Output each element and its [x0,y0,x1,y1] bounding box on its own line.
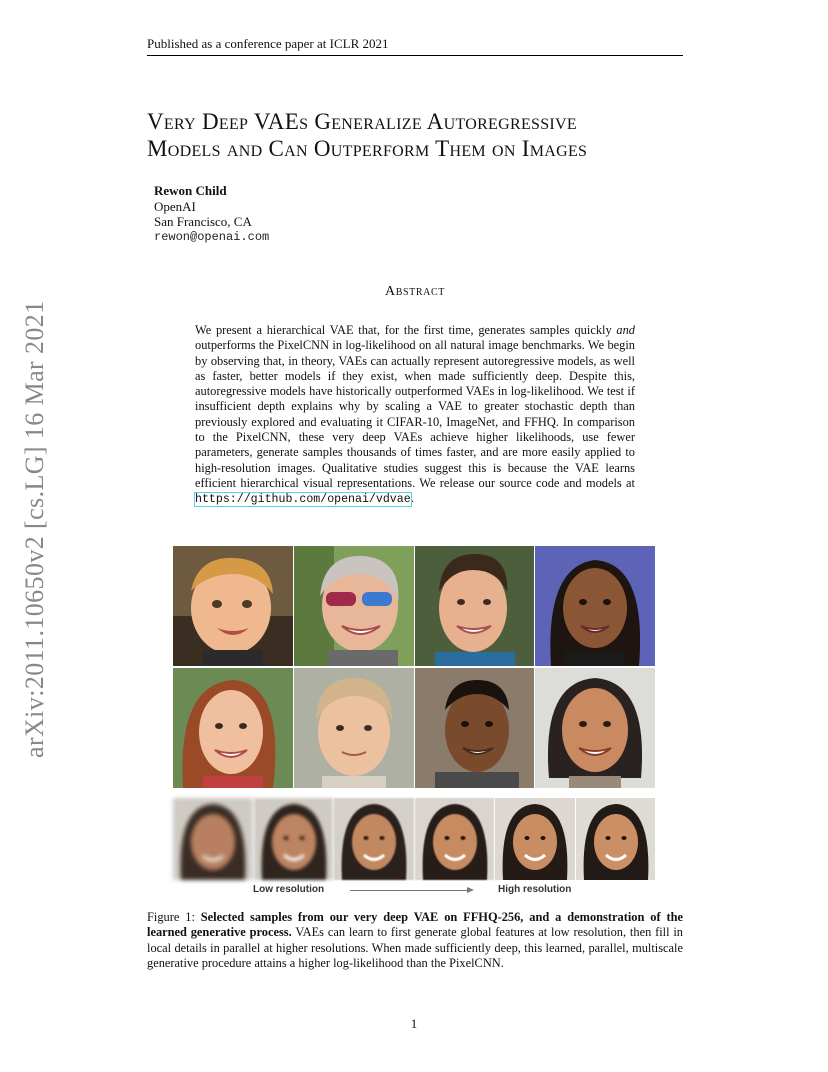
author-name: Rewon Child [154,183,227,198]
resolution-arrow-icon [350,890,472,891]
strip-step-6 [576,798,656,880]
sample-grid [173,546,655,788]
paper-title [147,108,707,162]
resolution-strip [173,798,655,880]
sample-face-3 [415,546,535,667]
sample-face-8 [535,668,655,789]
title-line-1: Very Deep VAEs Generalize Autoregressive [147,109,577,134]
author-email: rewon@openai.com [154,229,270,244]
abstract-text-1: We present a hierarchical VAE that, for the first time, generates samples quickly [195,323,617,337]
strip-step-4 [415,798,495,880]
page-number: 1 [410,1016,418,1031]
running-head: Published as a conference paper at ICLR 2021 [147,36,683,56]
abstract-end: . [410,491,414,506]
caption-prefix: Figure 1: [147,910,201,924]
strip-step-5 [495,798,575,880]
resolution-axis [173,884,655,898]
strip-step-2 [254,798,334,880]
sample-face-7 [415,668,535,789]
author-affiliation: OpenAI [154,198,196,214]
high-resolution-label: High resolution [498,884,572,895]
arxiv-stamp: arXiv:2011.10650v2 [cs.LG] 16 Mar 2021 [20,300,49,758]
sample-face-5 [173,668,293,789]
author-location: San Francisco, CA [154,214,252,229]
title-line-2: Models and Can Outperform Them on Images [147,136,588,161]
sample-face-2 [294,546,414,667]
sample-face-6 [294,668,414,789]
code-link[interactable]: https://github.com/openai/vdvae [195,493,411,507]
author-block [154,183,269,245]
abstract-emphasis: and [616,323,635,337]
abstract-text-2: outperforms the PixelCNN in log-likelihood on all natural image benchmarks. We begin by observing that, in theory, VAEs can actually represent autoregressive models, as well as faster, better models if they exist, when made sufficiently deep. Despite this, autoregressive models have historically outperformed VAEs in log-likelihood. We test if insufficient depth explains why by scaling a VAE to greater stochastic depth than previously explored and evaluating it CIFAR-10, ImageNet, and FFHQ. In comparison to the PixelCNN, these very deep VAEs achieve higher likelihoods, use fewer parameters, generate samples thousands of times faster, and are more easily applied to high-resolution images. Qualitative studies suggest this is because the VAE learns efficient hierarchical visual representations. We release our source code and models at [195,338,635,490]
caption-bold: Selected samples from our very deep VAE on FFHQ-256, and a demonstration of the learned generative process. [147,910,683,940]
sample-face-4 [535,546,655,667]
abstract-body [195,323,635,508]
caption-rest: VAEs can learn to first generate global features at low resolution, then fill in local details in parallel at higher resolutions. When made sufficiently deep, this learned, parallel, multiscale generative procedure attains a higher log-likelihood than the PixelCNN. [147,925,683,970]
figure-caption [147,910,683,971]
low-resolution-label: Low resolution [253,884,325,895]
sample-face-1 [173,546,293,667]
strip-step-1 [173,798,253,880]
strip-step-3 [334,798,414,880]
abstract-heading: Abstract [385,284,445,299]
